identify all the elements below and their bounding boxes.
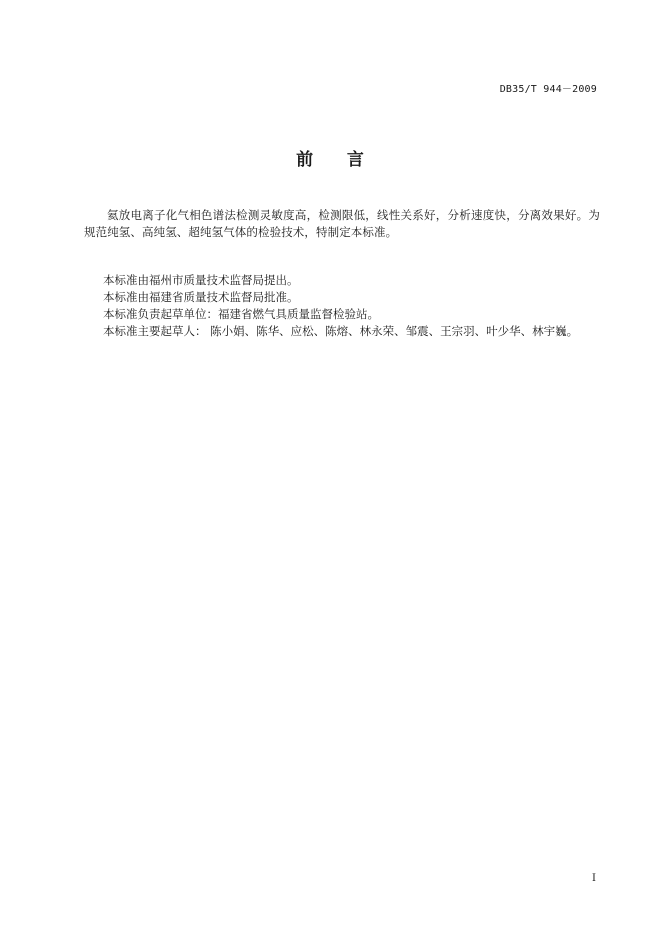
proposer-line: 本标准由福州市质量技术监督局提出。 <box>103 273 299 287</box>
approver-line: 本标准由福建省质量技术监督局批准。 <box>103 290 299 304</box>
intro-paragraph: 氦放电离子化气相色谱法检测灵敏度高，检测限低，线性关系好，分析速度快，分离效果好。为规范纯氢、高纯氢、超纯氢气体的检验技术，特制定本标准。 <box>84 208 600 239</box>
page-title: 前 言 <box>296 150 366 170</box>
drafters-line: 本标准主要起草人： 陈小娟、陈华、应松、陈熔、林永荣、邹震、王宗羽、叶少华、林宇巍。 <box>103 324 579 338</box>
drafting-info-list <box>84 272 600 340</box>
page-number: I <box>592 873 596 884</box>
standard-code: DB35/T 944－2009 <box>499 84 597 95</box>
drafting-unit-line: 本标准负责起草单位：福建省燃气具质量监督检验站。 <box>103 307 379 321</box>
